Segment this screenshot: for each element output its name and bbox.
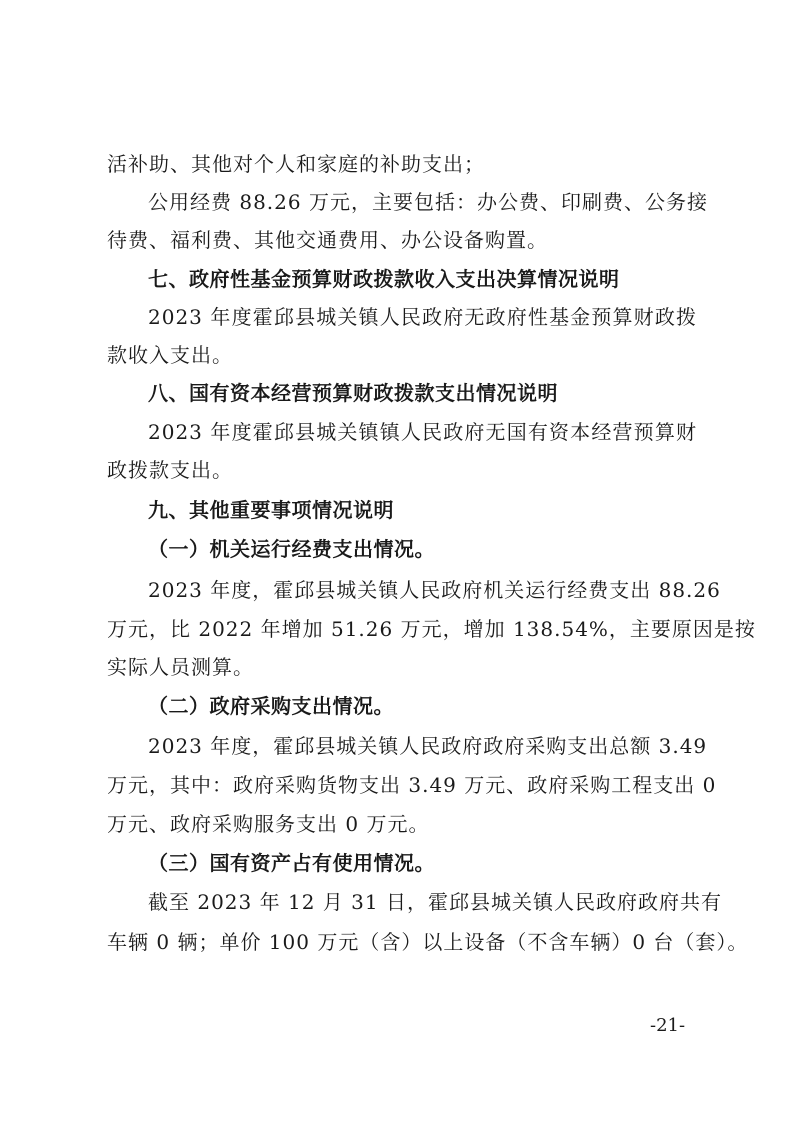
body-text-line: 2023 年度霍邱县城关镇人民政府无政府性基金预算财政拨 [148,305,697,329]
section-heading-8: 八、国有资本经营预算财政拨款支出情况说明 [148,381,558,405]
body-text-line: 万元，比 2022 年增加 51.26 万元，增加 138.54%，主要原因是按 [107,617,756,641]
body-text-line: 公用经费 88.26 万元，主要包括：办公费、印刷费、公务接 [148,190,708,214]
body-text-line: 实际人员测算。 [107,655,254,679]
body-text-line: 万元，其中：政府采购货物支出 3.49 万元、政府采购工程支出 0 [107,773,717,797]
body-text-line: 截至 2023 年 12 月 31 日，霍邱县城关镇人民政府政府共有 [148,890,722,914]
body-text-line: 款收入支出。 [107,343,233,367]
body-text-line: 待费、福利费、其他交通费用、办公设备购置。 [107,228,548,252]
section-heading-7: 七、政府性基金预算财政拨款收入支出决算情况说明 [148,267,620,291]
page-number: -21- [650,1015,686,1036]
body-text-line: 活补助、其他对个人和家庭的补助支出； [107,152,485,176]
section-heading-9: 九、其他重要事项情况说明 [148,498,394,522]
body-text-line: 车辆 0 辆；单价 100 万元（含）以上设备（不含车辆）0 台（套）。 [107,930,749,954]
body-text-line: 2023 年度，霍邱县城关镇人民政府政府采购支出总额 3.49 [148,734,708,758]
body-text-line: 2023 年度霍邱县城关镇镇人民政府无国有资本经营预算财 [148,420,697,444]
body-text-line: 2023 年度，霍邱县城关镇人民政府机关运行经费支出 88.26 [148,578,721,602]
body-text-line: 万元、政府采购服务支出 0 万元。 [107,812,430,836]
subsection-heading-2: （二）政府采购支出情况。 [148,694,394,718]
body-text-line: 政拨款支出。 [107,458,233,482]
subsection-heading-1: （一）机关运行经费支出情况。 [148,537,435,561]
subsection-heading-3: （三）国有资产占有使用情况。 [148,851,435,875]
